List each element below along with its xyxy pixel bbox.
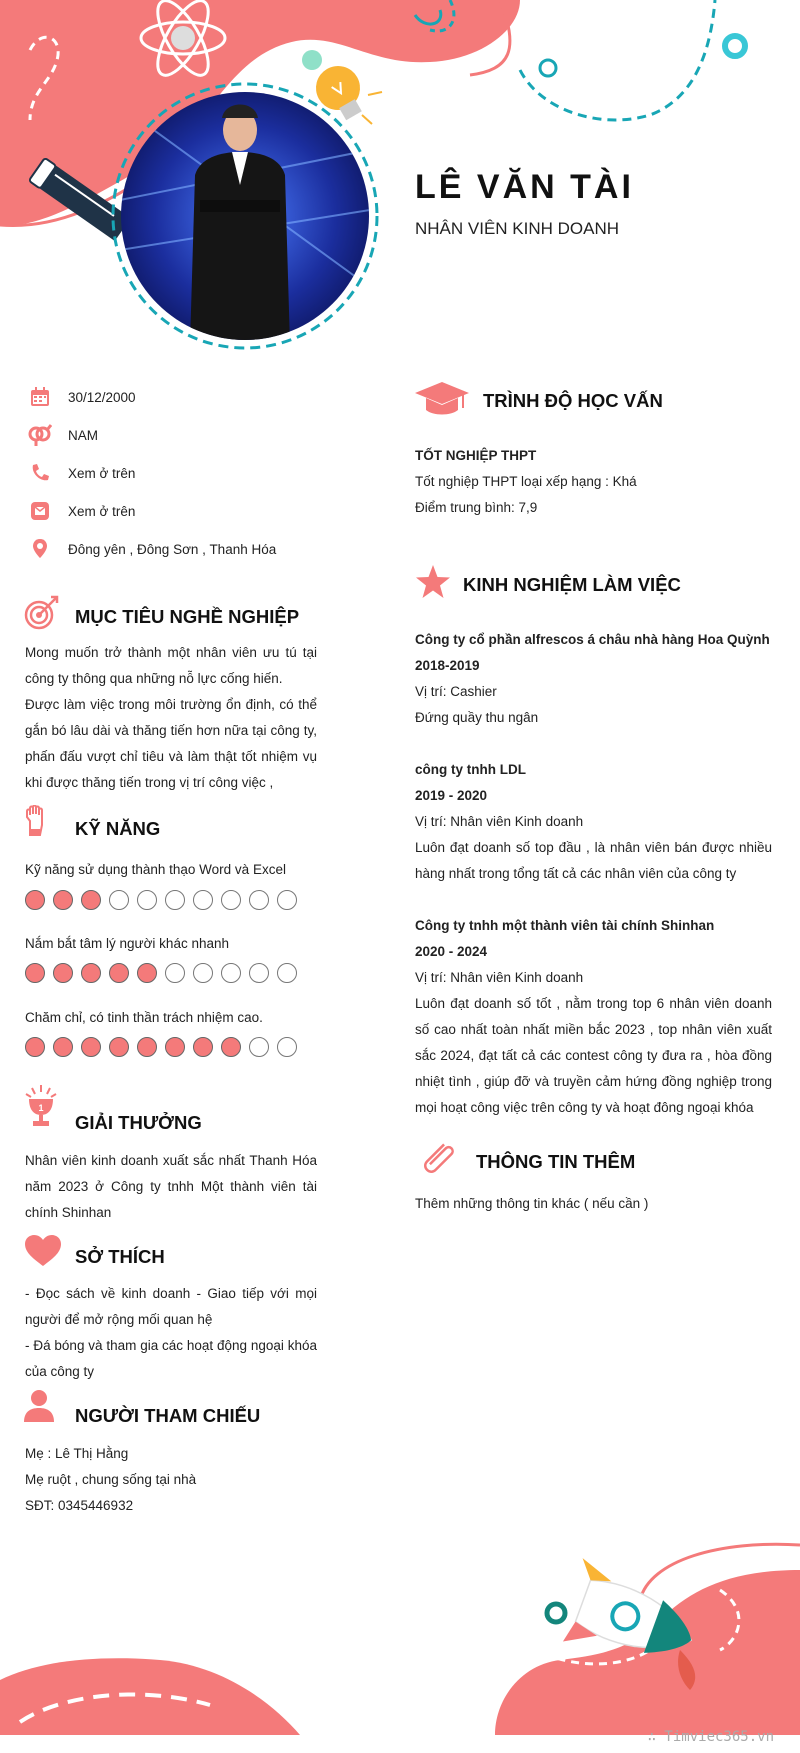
contact-phone bbox=[28, 461, 135, 485]
education-entry bbox=[415, 443, 772, 521]
skill-name: Kỹ năng sử dụng thành thạo Word và Excel bbox=[25, 862, 286, 877]
rating-dot-empty bbox=[109, 890, 129, 910]
experience-title: KINH NGHIỆM LÀM VIỆC bbox=[463, 574, 681, 595]
awards-text: Nhân viên kinh doanh xuất sắc nhất Thanh Hóa năm 2023 ở Công ty tnhh Một thành viên tài chính Shinhan bbox=[25, 1153, 317, 1220]
additional-text: Thêm những thông tin khác ( nếu cần ) bbox=[415, 1196, 649, 1211]
rating-dot-filled bbox=[137, 1037, 157, 1057]
education-title: TRÌNH ĐỘ HỌC VẤN bbox=[483, 390, 663, 411]
references-title: NGƯỜI THAM CHIẾU bbox=[75, 1405, 261, 1426]
job-description: Luôn đạt doanh số top đầu , là nhân viên bán được nhiều hàng nhất trong tổng tất cả các nhân viên của công ty bbox=[415, 840, 772, 881]
gender-icon bbox=[28, 423, 52, 447]
contact-text: Xem ở trên bbox=[68, 503, 136, 519]
job-position: Vị trí: Nhân viên Kinh doanh bbox=[415, 970, 584, 985]
rating-dot-filled bbox=[221, 1037, 241, 1057]
job-period: 2019 - 2020 bbox=[415, 788, 488, 803]
graduation-cap-icon bbox=[415, 380, 469, 416]
rating-dot-empty bbox=[221, 890, 241, 910]
rating-dot-filled bbox=[81, 890, 101, 910]
contact-text: Xem ở trên bbox=[68, 465, 136, 481]
additional-title: THÔNG TIN THÊM bbox=[476, 1151, 636, 1172]
rating-dot-empty bbox=[221, 963, 241, 983]
calendar-icon bbox=[28, 385, 52, 409]
hobby-item: - Đá bóng và tham gia các hoạt động ngoại khóa của công ty bbox=[25, 1338, 317, 1379]
rating-dot-filled bbox=[53, 963, 73, 983]
skill-rating bbox=[25, 890, 297, 910]
location-pin-icon bbox=[28, 537, 52, 561]
job-position: Vị trí: Nhân viên Kinh doanh bbox=[415, 814, 584, 829]
skill-rating bbox=[25, 1037, 297, 1057]
rating-dot-filled bbox=[53, 890, 73, 910]
job-company: Công ty cổ phần alfrescos á châu nhà hàng Hoa Quỳnh bbox=[415, 632, 770, 647]
job-company: công ty tnhh LDL bbox=[415, 762, 526, 777]
education-school: TỐT NGHIỆP THPT bbox=[415, 448, 537, 463]
rating-dot-empty bbox=[249, 963, 269, 983]
rating-dot-filled bbox=[81, 963, 101, 983]
watermark: ∴ Timviec365.vn bbox=[647, 1729, 774, 1745]
top-decoration bbox=[0, 0, 800, 380]
job-period: 2018-2019 bbox=[415, 658, 480, 673]
rating-dot-empty bbox=[249, 1037, 269, 1057]
rating-dot-filled bbox=[25, 890, 45, 910]
rating-dot-filled bbox=[81, 1037, 101, 1057]
hand-icon bbox=[24, 805, 48, 837]
rating-dot-filled bbox=[25, 1037, 45, 1057]
contact-birthdate bbox=[28, 385, 136, 409]
objective-text bbox=[25, 640, 317, 796]
target-icon bbox=[24, 595, 60, 631]
svg-text:1: 1 bbox=[38, 1103, 44, 1113]
job-entry bbox=[415, 757, 772, 887]
rating-dot-filled bbox=[53, 1037, 73, 1057]
job-company: Công ty tnhh một thành viên tài chính Shinhan bbox=[415, 918, 715, 933]
rating-dot-filled bbox=[193, 1037, 213, 1057]
star-icon bbox=[415, 565, 451, 599]
objective-title: MỤC TIÊU NGHỀ NGHIỆP bbox=[75, 606, 300, 627]
bottom-decoration bbox=[0, 1500, 800, 1753]
rating-dot-empty bbox=[277, 1037, 297, 1057]
job-position: Vị trí: Cashier bbox=[415, 684, 497, 699]
rating-dot-empty bbox=[137, 890, 157, 910]
rating-dot-filled bbox=[25, 963, 45, 983]
reference-line: SĐT: 0345446932 bbox=[25, 1498, 134, 1513]
hobbies-text bbox=[25, 1281, 317, 1385]
candidate-role: NHÂN VIÊN KINH DOANH bbox=[415, 219, 620, 238]
job-period: 2020 - 2024 bbox=[415, 944, 488, 959]
contact-address bbox=[28, 537, 276, 561]
reference-line: Mẹ ruột , chung sống tại nhà bbox=[25, 1472, 197, 1487]
job-entry bbox=[415, 913, 772, 1121]
contact-gender bbox=[28, 423, 98, 447]
objective-paragraph: Mong muốn trở thành một nhân viên ưu tú tại công ty thông qua những nỗ lực cống hiến. bbox=[25, 645, 317, 686]
phone-icon bbox=[28, 461, 52, 485]
rating-dot-empty bbox=[277, 890, 297, 910]
rating-dot-empty bbox=[277, 963, 297, 983]
rating-dot-empty bbox=[249, 890, 269, 910]
skill-name: Nắm bắt tâm lý người khác nhanh bbox=[25, 936, 229, 951]
heart-icon bbox=[24, 1235, 62, 1267]
rating-dot-filled bbox=[165, 1037, 185, 1057]
objective-paragraph: Được làm việc trong môi trường ổn định, có thể gắn bó lâu dài và thăng tiến hơn nữa tại công ty, phấn đấu vượt chỉ tiêu và làm thật tốt nhiệm vụ khi được thăng tiến trong vị trí công việc , bbox=[25, 697, 317, 790]
rating-dot-filled bbox=[137, 963, 157, 983]
reference-line: Mẹ : Lê Thị Hằng bbox=[25, 1446, 129, 1461]
rating-dot-empty bbox=[165, 890, 185, 910]
hobbies-title: SỞ THÍCH bbox=[75, 1246, 165, 1267]
rating-dot-filled bbox=[109, 963, 129, 983]
rating-dot-empty bbox=[193, 963, 213, 983]
email-icon bbox=[28, 499, 52, 523]
contact-text: NAM bbox=[68, 427, 98, 443]
rating-dot-empty bbox=[165, 963, 185, 983]
awards-title: GIẢI THƯỞNG bbox=[75, 1112, 202, 1133]
education-detail: Tốt nghiệp THPT loại xếp hạng : Khá bbox=[415, 474, 637, 489]
hobby-item: - Đọc sách về kinh doanh - Giao tiếp với mọi người để mở rộng mối quan hệ bbox=[25, 1286, 317, 1327]
rating-dot-empty bbox=[193, 890, 213, 910]
contact-email bbox=[28, 499, 135, 523]
skills-title: KỸ NĂNG bbox=[75, 818, 161, 839]
education-detail: Điểm trung bình: 7,9 bbox=[415, 500, 538, 515]
trophy-icon bbox=[24, 1085, 58, 1129]
skill-rating bbox=[25, 963, 297, 983]
job-description: Đứng quầy thu ngân bbox=[415, 710, 539, 725]
contact-text: 30/12/2000 bbox=[68, 389, 136, 405]
rating-dot-filled bbox=[109, 1037, 129, 1057]
candidate-name: LÊ VĂN TÀI bbox=[415, 168, 634, 206]
job-entry bbox=[415, 627, 772, 731]
profile-photo bbox=[120, 90, 370, 345]
contact-text: Đông yên , Đông Sơn , Thanh Hóa bbox=[68, 541, 277, 557]
paperclip-icon bbox=[415, 1138, 459, 1182]
skill-name: Chăm chỉ, có tinh thần trách nhiệm cao. bbox=[25, 1010, 263, 1025]
job-description: Luôn đạt doanh số tốt , nằm trong top 6 nhân viên doanh số cao nhất toàn nhất miền bắc 2023 , top nhân viên xuất sắc 2024, đạt tất cả các contest công ty đưa ra , hòa đồng nhiệt tình , giúp đỡ và truyền cảm hứng đồng nghiệp trong mọi hoạt công việc trên công ty và hoạt đông ngoại khóa bbox=[415, 996, 772, 1115]
person-icon bbox=[24, 1390, 54, 1422]
